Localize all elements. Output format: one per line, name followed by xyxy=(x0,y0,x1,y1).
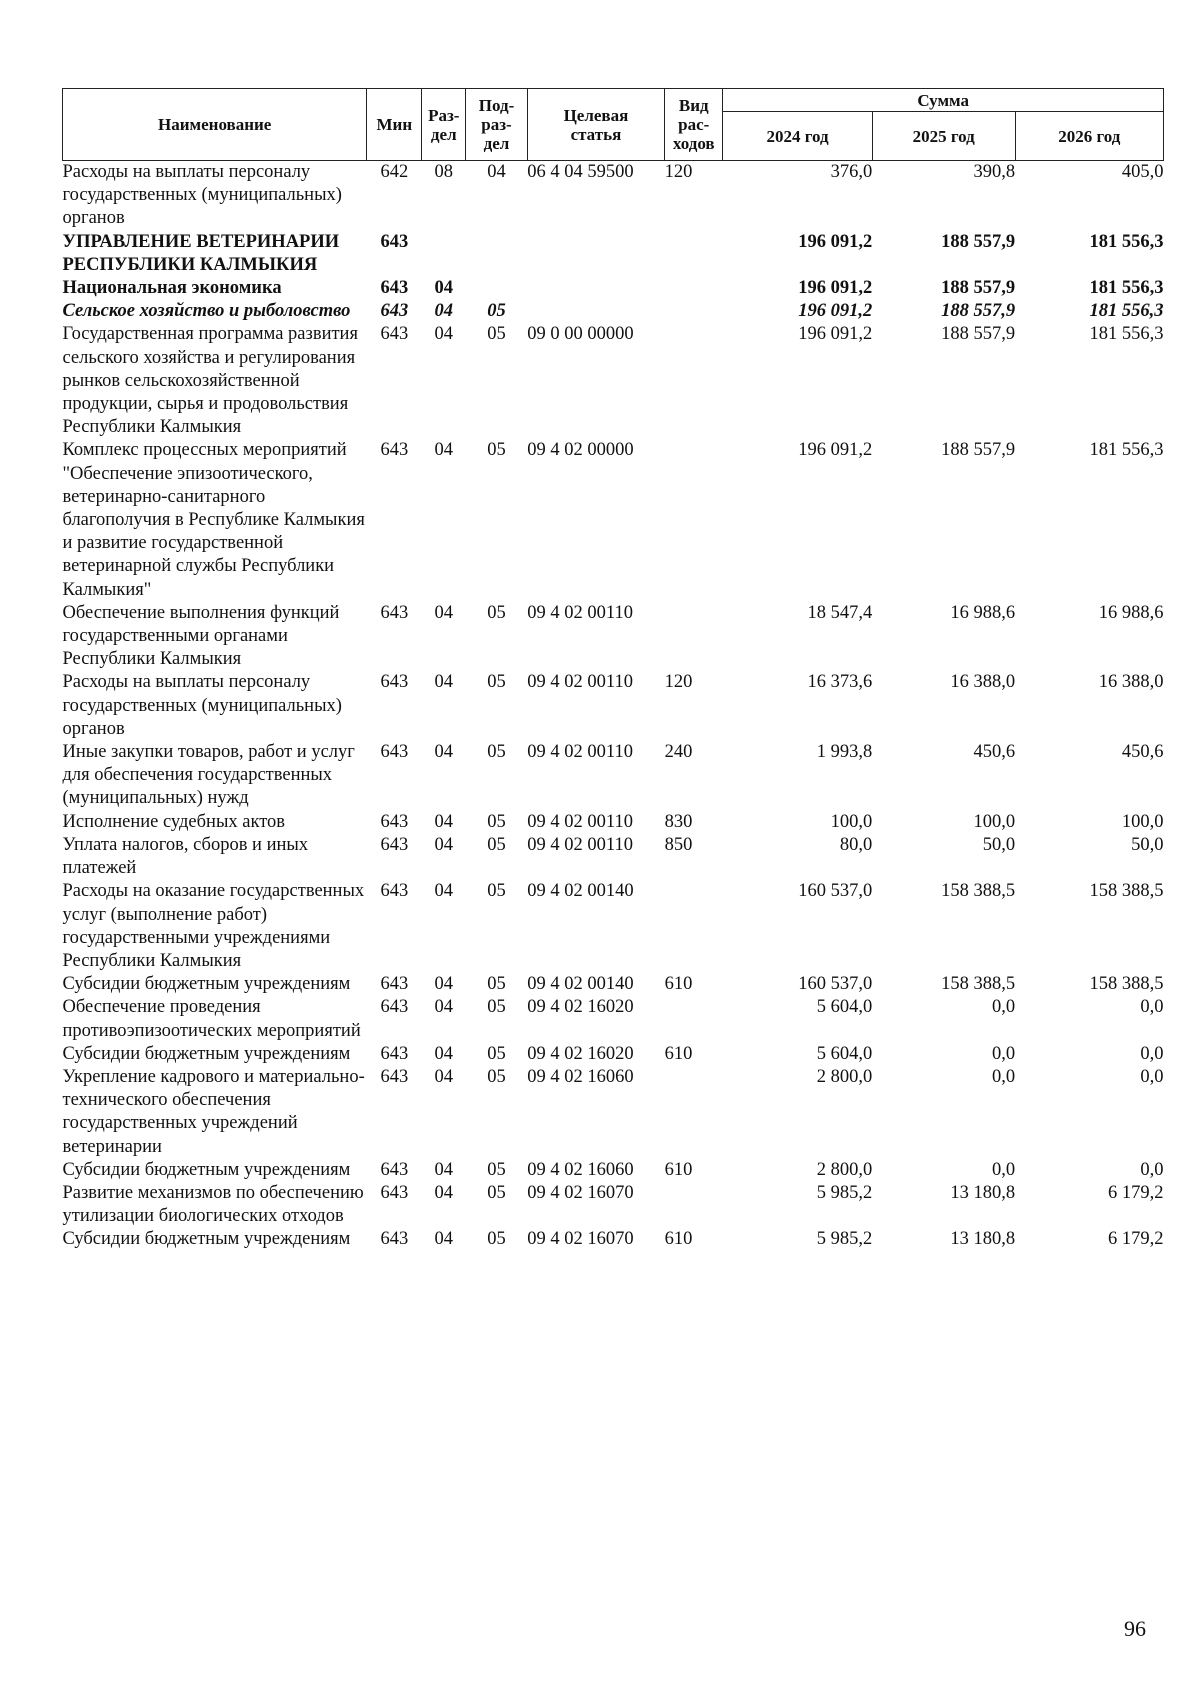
cell-sum-2026: 181 556,3 xyxy=(1089,301,1164,322)
cell-sum-2024: 1 993,8 xyxy=(816,742,873,763)
cell-min: 642 xyxy=(380,162,409,182)
cell-vid-rashodov: 830 xyxy=(664,811,693,832)
table-row xyxy=(63,1159,1164,1182)
cell-sum-2024: 18 547,4 xyxy=(807,602,873,623)
cell-podrazdel xyxy=(466,231,528,277)
table-row xyxy=(63,602,1164,672)
cell-razdel xyxy=(422,231,466,277)
header-name: Наименование xyxy=(63,89,367,161)
cell-name: Укрепление кадрового и материально-технического обеспечения государственных учреждений ветеринарии xyxy=(62,1066,365,1157)
cell-podrazdel: 05 xyxy=(487,440,506,461)
cell-sum-2025: 158 388,5 xyxy=(941,974,1016,995)
cell-celevaya-statya xyxy=(527,277,664,300)
cell-sum-2026: 0,0 xyxy=(1140,1159,1164,1180)
table-row xyxy=(63,996,1164,1042)
cell-sum-2025: 158 388,5 xyxy=(941,881,1016,902)
cell-celevaya-statya: 09 4 02 00110 xyxy=(527,834,633,855)
cell-razdel: 04 xyxy=(434,324,454,345)
cell-sum-2026: 0,0 xyxy=(1140,997,1164,1018)
cell-razdel: 04 xyxy=(434,881,454,902)
cell-razdel: 04 xyxy=(434,1182,454,1203)
cell-name: Национальная экономика xyxy=(62,278,282,299)
header-vid-rashodov: Вид рас- ходов xyxy=(665,89,723,161)
cell-razdel: 04 xyxy=(434,834,454,855)
cell-sum-2024: 5 985,2 xyxy=(816,1229,873,1250)
cell-celevaya-statya: 09 4 02 16070 xyxy=(527,1182,634,1203)
cell-sum-2025: 0,0 xyxy=(991,1043,1016,1064)
cell-vid-rashodov: 850 xyxy=(664,834,693,855)
cell-razdel: 04 xyxy=(434,1229,454,1250)
cell-vid-rashodov xyxy=(665,439,723,601)
cell-min: 643 xyxy=(380,1159,409,1180)
page-number: 96 xyxy=(1124,1616,1146,1641)
table-row xyxy=(63,231,1164,277)
cell-vid-rashodov: 120 xyxy=(664,162,693,182)
header-celevaya-statya: Целевая статья xyxy=(527,89,664,161)
cell-sum-2026: 6 179,2 xyxy=(1108,1182,1164,1203)
cell-min: 643 xyxy=(380,231,409,252)
cell-min: 643 xyxy=(380,881,409,902)
cell-vid-rashodov: 240 xyxy=(664,742,693,763)
cell-vid-rashodov xyxy=(665,1066,723,1159)
cell-min: 643 xyxy=(380,1182,409,1203)
cell-name: Расходы на выплаты персоналу государственных (муниципальных) органов xyxy=(62,672,342,739)
cell-sum-2026: 158 388,5 xyxy=(1089,974,1164,995)
table-row xyxy=(63,880,1164,973)
cell-sum-2025: 188 557,9 xyxy=(941,231,1016,252)
table-row xyxy=(63,1066,1164,1159)
cell-min: 643 xyxy=(380,1229,409,1250)
cell-podrazdel: 05 xyxy=(487,602,506,623)
cell-razdel: 08 xyxy=(434,162,454,182)
cell-sum-2025: 13 180,8 xyxy=(950,1182,1016,1203)
cell-name: Развитие механизмов по обеспечению утилизации биологических отходов xyxy=(62,1182,364,1227)
cell-podrazdel: 05 xyxy=(487,1066,506,1087)
cell-sum-2024: 196 091,2 xyxy=(798,231,873,252)
table-row xyxy=(63,834,1164,880)
cell-name: Субсидии бюджетным учреждениям xyxy=(62,974,351,995)
cell-name: Сельское хозяйство и рыболовство xyxy=(62,301,351,322)
cell-name: Субсидии бюджетным учреждениям xyxy=(62,1229,351,1250)
cell-sum-2026: 450,6 xyxy=(1121,742,1164,763)
cell-razdel: 04 xyxy=(434,278,454,299)
cell-min: 643 xyxy=(380,834,409,855)
cell-name: Государственная программа развития сельского хозяйства и регулирования рынков сельскохозяйственной продукции, сырья и продовольствия Республики Калмыкия xyxy=(62,324,358,438)
cell-sum-2024: 196 091,2 xyxy=(798,301,873,322)
cell-celevaya-statya: 09 4 02 16070 xyxy=(527,1229,634,1250)
cell-podrazdel: 05 xyxy=(487,881,506,902)
cell-podrazdel: 05 xyxy=(487,997,506,1018)
cell-sum-2025: 16 388,0 xyxy=(950,672,1016,693)
cell-sum-2024: 196 091,2 xyxy=(798,324,873,345)
cell-razdel: 04 xyxy=(434,1159,454,1180)
cell-podrazdel: 05 xyxy=(487,1229,506,1250)
cell-sum-2026: 6 179,2 xyxy=(1108,1229,1164,1250)
cell-sum-2026: 181 556,3 xyxy=(1089,231,1164,252)
cell-razdel: 04 xyxy=(434,811,454,832)
cell-sum-2025: 50,0 xyxy=(982,834,1016,855)
header-razdel: Раз- дел xyxy=(422,89,466,161)
budget-table xyxy=(62,88,1164,1252)
cell-podrazdel: 05 xyxy=(487,974,506,995)
cell-vid-rashodov xyxy=(665,323,723,439)
cell-sum-2024: 100,0 xyxy=(830,811,873,832)
table-row xyxy=(63,161,1164,231)
cell-sum-2026: 181 556,3 xyxy=(1089,324,1164,345)
cell-vid-rashodov: 610 xyxy=(664,1159,693,1180)
cell-sum-2026: 50,0 xyxy=(1131,834,1164,855)
table-row xyxy=(63,277,1164,300)
cell-sum-2026: 16 988,6 xyxy=(1098,602,1164,623)
cell-sum-2025: 0,0 xyxy=(991,997,1016,1018)
table-row xyxy=(63,811,1164,834)
header-min: Мин xyxy=(367,89,422,161)
cell-name: Субсидии бюджетным учреждениям xyxy=(62,1159,351,1180)
cell-sum-2026: 158 388,5 xyxy=(1089,881,1164,902)
cell-sum-2024: 80,0 xyxy=(839,834,873,855)
cell-sum-2024: 5 604,0 xyxy=(816,1043,873,1064)
cell-min: 643 xyxy=(380,602,409,623)
cell-sum-2025: 188 557,9 xyxy=(941,278,1016,299)
cell-sum-2026: 0,0 xyxy=(1140,1043,1164,1064)
cell-sum-2025: 188 557,9 xyxy=(941,324,1016,345)
cell-sum-2025: 450,6 xyxy=(973,742,1016,763)
cell-razdel: 04 xyxy=(434,602,454,623)
cell-name: Субсидии бюджетным учреждениям xyxy=(62,1043,351,1064)
cell-sum-2024: 5 985,2 xyxy=(816,1182,873,1203)
cell-name: Уплата налогов, сборов и иных платежей xyxy=(62,834,309,879)
cell-sum-2026: 100,0 xyxy=(1121,811,1164,832)
cell-celevaya-statya: 09 4 02 00110 xyxy=(527,742,633,763)
table-row xyxy=(63,973,1164,996)
cell-sum-2024: 5 604,0 xyxy=(816,997,873,1018)
table-row xyxy=(63,741,1164,811)
cell-podrazdel: 05 xyxy=(487,324,506,345)
cell-podrazdel: 05 xyxy=(487,301,506,322)
cell-name: Расходы на выплаты персоналу государственных (муниципальных) органов xyxy=(62,162,342,229)
table-row xyxy=(63,1182,1164,1228)
cell-razdel: 04 xyxy=(434,672,454,693)
cell-vid-rashodov: 610 xyxy=(664,974,693,995)
cell-podrazdel: 05 xyxy=(487,672,506,693)
cell-celevaya-statya: 09 4 02 00140 xyxy=(527,881,634,902)
cell-celevaya-statya: 09 4 02 16020 xyxy=(527,1043,634,1064)
cell-sum-2024: 2 800,0 xyxy=(816,1159,873,1180)
cell-celevaya-statya: 09 0 00 00000 xyxy=(527,324,634,345)
cell-sum-2026: 181 556,3 xyxy=(1089,278,1164,299)
cell-sum-2025: 0,0 xyxy=(991,1159,1016,1180)
cell-vid-rashodov xyxy=(665,996,723,1042)
cell-celevaya-statya: 09 4 02 16020 xyxy=(527,997,634,1018)
cell-razdel: 04 xyxy=(434,301,454,322)
cell-min: 643 xyxy=(380,301,409,322)
header-summa: Сумма xyxy=(723,89,1164,112)
cell-vid-rashodov xyxy=(665,602,723,672)
cell-celevaya-statya xyxy=(527,300,664,323)
cell-sum-2024: 160 537,0 xyxy=(798,881,873,902)
cell-min: 643 xyxy=(380,997,409,1018)
cell-vid-rashodov xyxy=(665,880,723,973)
cell-sum-2026: 405,0 xyxy=(1121,162,1164,182)
cell-razdel: 04 xyxy=(434,974,454,995)
cell-name: Комплекс процессных мероприятий "Обеспечение эпизоотического, ветеринарно-санитарного благополучия в Республике Калмыкия и развитие государственной ветеринарной службы Республики Калмыкия" xyxy=(62,440,365,600)
cell-vid-rashodov xyxy=(665,231,723,277)
table-row xyxy=(63,671,1164,741)
cell-sum-2024: 196 091,2 xyxy=(798,278,873,299)
cell-razdel: 04 xyxy=(434,440,454,461)
cell-celevaya-statya: 09 4 02 00110 xyxy=(527,811,633,832)
cell-sum-2026: 0,0 xyxy=(1140,1066,1164,1087)
cell-sum-2025: 390,8 xyxy=(973,162,1016,182)
cell-vid-rashodov xyxy=(665,300,723,323)
cell-razdel: 04 xyxy=(434,1066,454,1087)
cell-vid-rashodov: 120 xyxy=(664,672,693,693)
table-row xyxy=(63,323,1164,439)
cell-celevaya-statya: 09 4 02 16060 xyxy=(527,1159,634,1180)
cell-razdel: 04 xyxy=(434,1043,454,1064)
cell-podrazdel: 04 xyxy=(487,162,506,182)
table-header xyxy=(63,89,1164,161)
cell-sum-2024: 196 091,2 xyxy=(798,440,873,461)
cell-sum-2024: 376,0 xyxy=(830,162,873,182)
cell-min: 643 xyxy=(380,440,409,461)
cell-sum-2025: 13 180,8 xyxy=(950,1229,1016,1250)
cell-min: 643 xyxy=(380,278,409,299)
cell-celevaya-statya xyxy=(527,231,664,277)
cell-min: 643 xyxy=(380,672,409,693)
cell-razdel: 04 xyxy=(434,742,454,763)
cell-podrazdel: 05 xyxy=(487,1182,506,1203)
table-row xyxy=(63,1043,1164,1066)
table-body xyxy=(63,161,1164,1252)
cell-podrazdel: 05 xyxy=(487,834,506,855)
header-podrazdel: Под- раз- дел xyxy=(466,89,528,161)
header-year-2024: 2024 год xyxy=(723,112,872,161)
table-row xyxy=(63,439,1164,601)
cell-name: Расходы на оказание государственных услуг (выполнение работ) государственными учреждениями Республики Калмыкия xyxy=(62,881,365,971)
cell-sum-2024: 2 800,0 xyxy=(816,1066,873,1087)
cell-min: 643 xyxy=(380,1043,409,1064)
cell-name: Иные закупки товаров, работ и услуг для обеспечения государственных (муниципальных) нужд xyxy=(62,742,355,809)
cell-min: 643 xyxy=(380,974,409,995)
cell-sum-2024: 160 537,0 xyxy=(798,974,873,995)
cell-sum-2025: 100,0 xyxy=(973,811,1016,832)
table-row xyxy=(63,1228,1164,1251)
cell-sum-2025: 0,0 xyxy=(991,1066,1016,1087)
cell-vid-rashodov: 610 xyxy=(664,1229,693,1250)
cell-celevaya-statya: 09 4 02 16060 xyxy=(527,1066,634,1087)
cell-min: 643 xyxy=(380,811,409,832)
cell-celevaya-statya: 09 4 02 00110 xyxy=(527,672,633,693)
cell-sum-2026: 16 388,0 xyxy=(1098,672,1164,693)
cell-min: 643 xyxy=(380,1066,409,1087)
cell-podrazdel: 05 xyxy=(487,742,506,763)
cell-sum-2025: 188 557,9 xyxy=(941,301,1016,322)
budget-document xyxy=(62,88,1164,1252)
cell-min: 643 xyxy=(380,324,409,345)
cell-celevaya-statya: 06 4 04 59500 xyxy=(527,162,634,182)
cell-podrazdel: 05 xyxy=(487,811,506,832)
cell-name: Обеспечение выполнения функций государственными органами Республики Калмыкия xyxy=(62,602,340,670)
table-row xyxy=(63,300,1164,323)
header-year-2026: 2026 год xyxy=(1015,112,1163,161)
cell-vid-rashodov xyxy=(665,1182,723,1228)
cell-vid-rashodov: 610 xyxy=(664,1043,693,1064)
cell-name: Исполнение судебных актов xyxy=(62,811,286,832)
cell-podrazdel: 05 xyxy=(487,1043,506,1064)
cell-sum-2024: 16 373,6 xyxy=(807,672,873,693)
cell-name: УПРАВЛЕНИЕ ВЕТЕРИНАРИИ РЕСПУБЛИКИ КАЛМЫКИЯ xyxy=(62,231,340,275)
cell-razdel: 04 xyxy=(434,997,454,1018)
cell-sum-2025: 16 988,6 xyxy=(950,602,1016,623)
cell-celevaya-statya: 09 4 02 00000 xyxy=(527,440,634,461)
cell-podrazdel xyxy=(466,277,528,300)
cell-celevaya-statya: 09 4 02 00110 xyxy=(527,602,633,623)
cell-celevaya-statya: 09 4 02 00140 xyxy=(527,974,634,995)
cell-name: Обеспечение проведения противоэпизоотических мероприятий xyxy=(62,997,361,1041)
cell-sum-2025: 188 557,9 xyxy=(941,440,1016,461)
cell-vid-rashodov xyxy=(665,277,723,300)
cell-sum-2026: 181 556,3 xyxy=(1089,440,1164,461)
header-year-2025: 2025 год xyxy=(872,112,1015,161)
cell-min: 643 xyxy=(380,742,409,763)
cell-podrazdel: 05 xyxy=(487,1159,506,1180)
